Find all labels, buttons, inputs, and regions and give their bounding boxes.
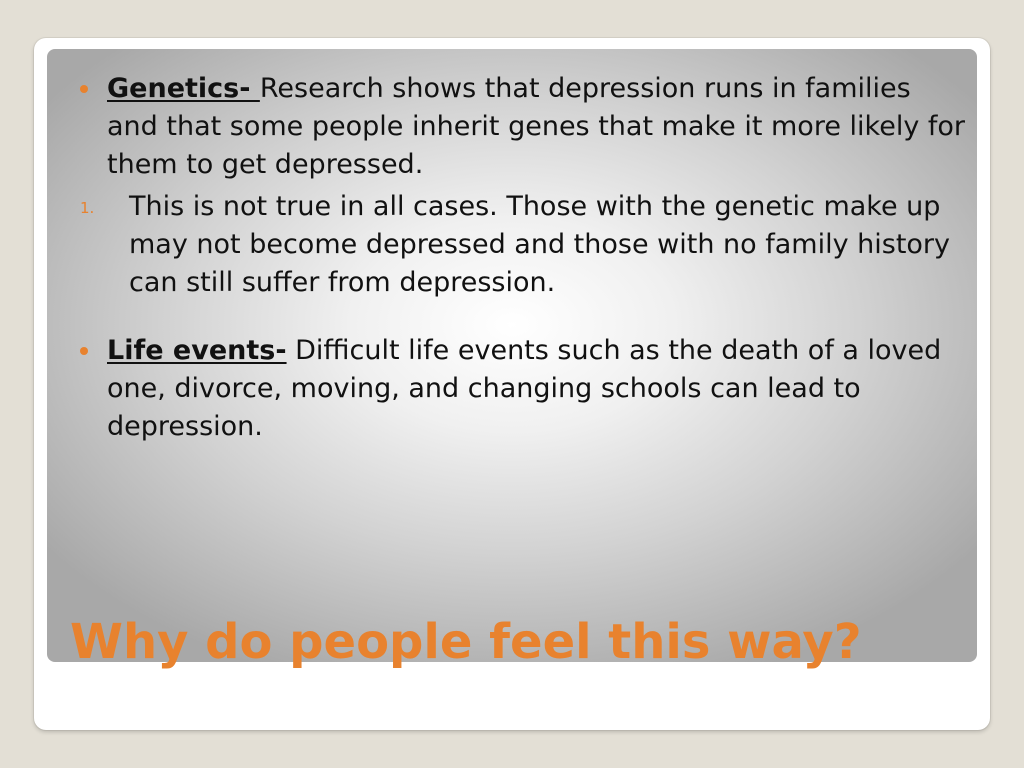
text-genetics: Research shows that depression runs in families and that some people inherit genes that make it more likely for them to get depressed. <box>107 73 966 180</box>
slide-body <box>76 70 966 446</box>
slide-title: Why do people feel this way? <box>70 614 862 670</box>
bullet-icon <box>80 85 88 93</box>
term-life-events: Life events- <box>107 335 287 366</box>
bullet-life-events <box>76 332 966 446</box>
text-life-events: Difficult life events such as the death of a loved one, divorce, moving, and changing schools can lead to depression. <box>107 335 942 442</box>
term-genetics: Genetics- <box>107 73 260 104</box>
number-marker: 1. <box>80 199 95 217</box>
text-genetics-caveat: This is not true in all cases. Those with the genetic make up may not become depressed and those with no family history can still suffer from depression. <box>129 191 951 298</box>
numbered-item-1 <box>76 188 966 302</box>
bullet-icon <box>80 347 88 355</box>
bullet-genetics <box>76 70 966 184</box>
